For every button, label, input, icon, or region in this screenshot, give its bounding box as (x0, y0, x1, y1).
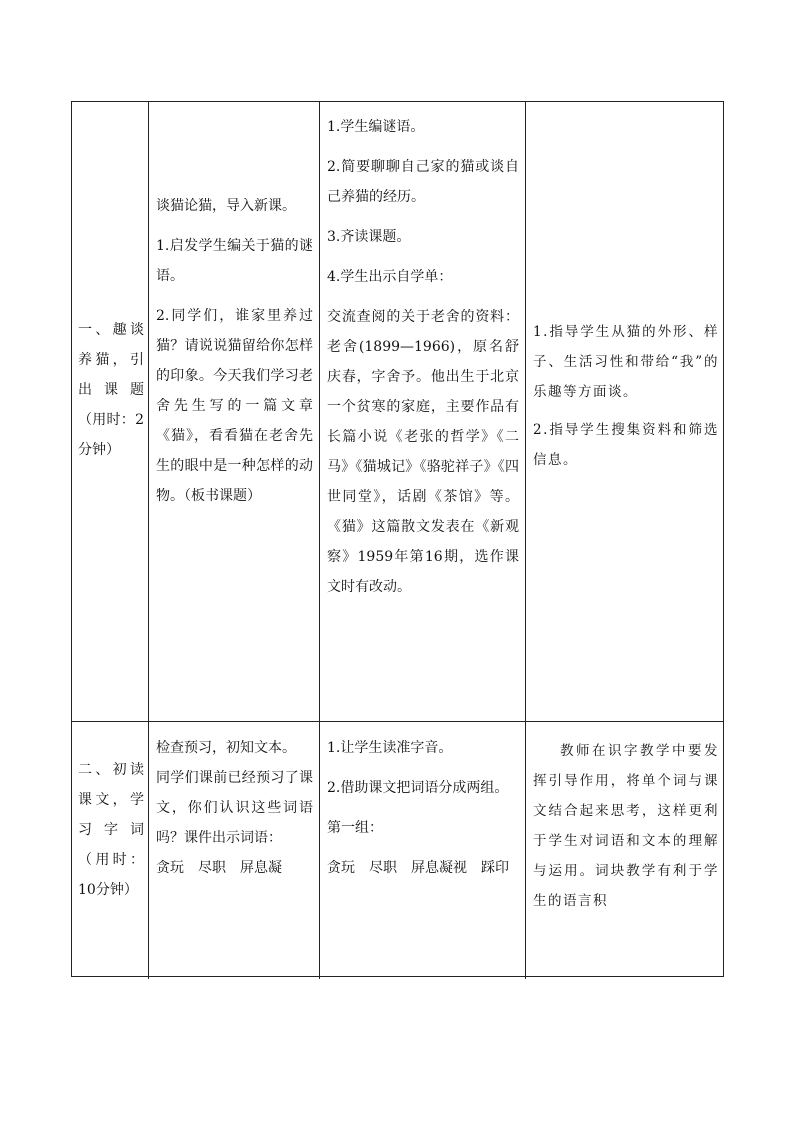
teacher-activity-paragraph: 2.同学们，谁家里养过猫？请说说猫留给你怎样的印象。今天我们学习老舍先生写的一篇文章《猫》，看看猫在老舍先生的眼中是一种怎样的动物。（板书课题） (156, 308, 313, 504)
student-activity-paragraph: 2.借助课文把词语分成两组。 (327, 780, 509, 796)
student-activity-paragraph: 交流查阅的关于老舍的资料：老舍(1899—1966)，原名舒庆春，字舍予。他出生于北京一个贫寒的家庭，主要作品有长篇小说《老张的哲学》《二马》《猫城记》《骆驼祥子》《四世同堂》，话剧《茶馆》等。《猫》这篇散文发表在《新观察》1959年第16期，选作课文时有改动。 (327, 309, 519, 595)
stage-cell (72, 102, 149, 721)
design-intent-cell (526, 102, 725, 721)
teacher-activity-paragraph: 贪玩 尽职 屏息凝 (156, 860, 282, 876)
design-intent-paragraph: 1.指导学生从猫的外形、样子、生活习性和带给“我”的乐趣等方面谈。 (533, 324, 719, 400)
student-activity-paragraph: 3.齐读课题。 (327, 229, 411, 245)
teacher-activity-paragraph: 检查预习，初知文本。 (156, 740, 296, 756)
design-intent-paragraph: 2.指导学生搜集资料和筛选信息。 (533, 422, 719, 468)
design-intent-cell (526, 722, 725, 979)
stage-text: 一、趣谈养猫，引出课题（用时：2分钟） (78, 322, 144, 458)
table-row (72, 102, 723, 721)
stage-text: 二、初读课文，学习字词（用时：10分钟） (78, 762, 144, 898)
lesson-plan-table (71, 101, 724, 977)
student-activity-paragraph: 4.学生出示自学单： (327, 269, 453, 285)
teacher-activity-paragraph: 1.启发学生编关于猫的谜语。 (156, 238, 313, 284)
student-activity-paragraph: 1.让学生读准字音。 (327, 740, 453, 756)
student-activity-paragraph: 贪玩 尽职 屏息凝视 踩印 (327, 860, 509, 876)
teacher-activity-cell (149, 722, 320, 979)
table-row (72, 721, 723, 979)
design-intent-paragraph: 教师在识字教学中要发挥引导作用，将单个词与课文结合起来思考，这样更利于学生对词语和文本的理解与运用。词块教学有利于学生的语言积 (533, 743, 719, 909)
stage-cell (72, 722, 149, 979)
teacher-activity-paragraph: 谈猫论猫，导入新课。 (156, 198, 296, 214)
teacher-activity-paragraph: 同学们课前已经预习了课文，你们认识这些词语吗？课件出示词语： (156, 770, 313, 846)
student-activity-cell (320, 722, 526, 979)
student-activity-paragraph: 2.简要聊聊自己家的猫或谈自己养猫的经历。 (327, 159, 519, 205)
student-activity-paragraph: 第一组： (327, 820, 383, 836)
student-activity-cell (320, 102, 526, 721)
teacher-activity-cell (149, 102, 320, 721)
student-activity-paragraph: 1.学生编谜语。 (327, 119, 425, 135)
